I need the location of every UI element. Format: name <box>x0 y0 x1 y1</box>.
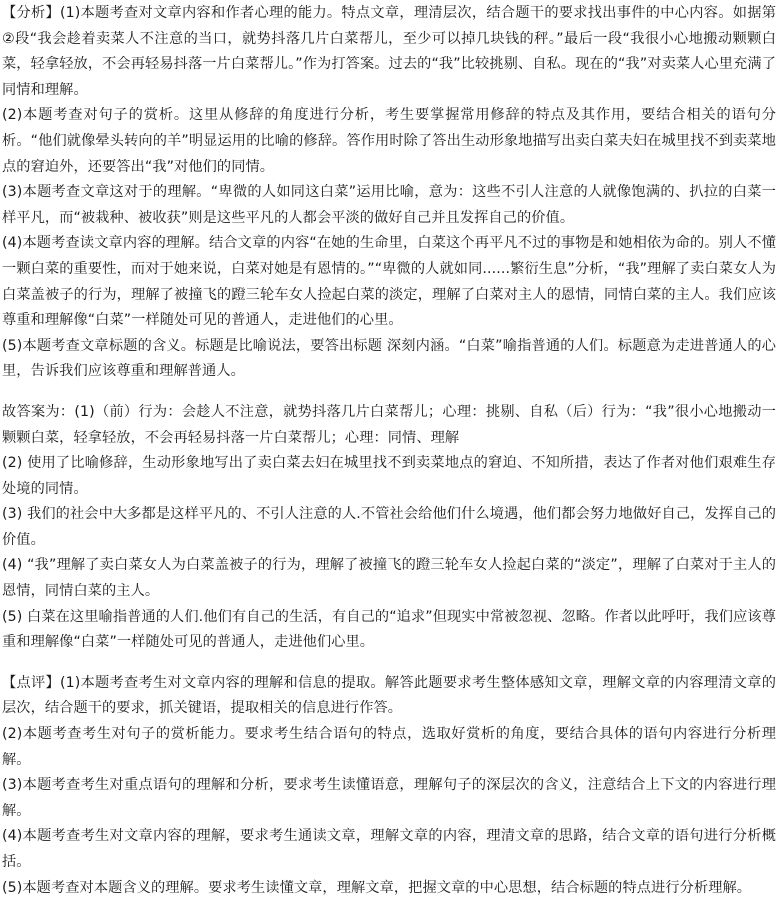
analysis-section <box>2 1 776 385</box>
answer-paragraph-3: (3) 我们的社会中大多都是这样平凡的、不引人注意的人.不管社会给他们什么境遇，他们都会努力地做好自己，发挥自己的价值。 <box>2 506 776 548</box>
comment-paragraph-5: (5)本题考查对本题含义的理解。要求考生读懂文章，理解文章，把握文章的中心思想，结合标题的特点进行分析理解。 <box>2 879 752 896</box>
comment-paragraph-2: (2)本题考查考生对句子的赏析能力。要求考生结合语句的特点，选取好赏析的角度，要结合具体的语句内容进行分析理解。 <box>2 726 776 768</box>
analysis-paragraph-5: (5)本题考查文章标题的含义。标题是比喻说法，要答出标题 深刻内涵。“白菜”喻指普通的人们。标题意为走进普通人的心里，告诉我们应该尊重和理解普通人。 <box>2 337 776 380</box>
section-spacer <box>2 656 776 671</box>
comment-paragraph-3: (3)本题考查考生对重点语句的理解和分析，要求考生读懂语意，理解句子的深层次的含义，注意结合上下文的内容进行理解。 <box>2 777 776 819</box>
answer-section <box>2 400 776 656</box>
comment-section <box>2 671 776 901</box>
analysis-paragraph-1: 【分析】(1)本题考查对文章内容和作者心理的能力。特点文章，理清层次，结合题干的要求找出事件的中心内容。如据第②段“我会趁着卖菜人不注意的当口，就势抖落几片白菜帮儿，至少可以掉几块钱的秤。”最后一段“我很小心地搬动颗颗白菜，轻拿轻放，不会再轻易抖落一片白菜帮儿。”作为打答案。过去的“我”比较挑剔、自私。现在的“我”对卖菜人心里充满了同情和理解。 <box>2 5 776 98</box>
answer-paragraph-4: (4) “我”理解了卖白菜女人为白菜盖被子的行为，理解了被撞飞的蹬三轮车女人捡起白菜的“淡定”，理解了白菜对于主人的恩情，同情白菜的主人。 <box>2 557 776 600</box>
answer-paragraph-5: (5) 白菜在这里喻指普通的人们.他们有自己的生活，有自己的“追求”但现实中常被忽视、忽略。作者以此呼吁，我们应该尊重和理解像“白菜”一样随处可见的普通人，走进他们心里。 <box>2 608 776 651</box>
section-spacer <box>2 385 776 400</box>
analysis-paragraph-4: (4)本题考查读文章内容的理解。结合文章的内容“在她的生命里，白菜这个再平凡不过的事物是和她相依为命的。别人不懂一颗白菜的重要性，而对于她来说，白菜对她是有恩情的。”“卑微的人就如同......繁衍生息”分析，“我”理解了卖白菜女人为白菜盖被子的行为，理解了被撞飞的蹬三轮车女人捡起白菜的淡定，理解了白菜对主人的恩情，同情白菜的主人。我们应该尊重和理解像“白菜”一样随处可见的普通人，走进他们的心里。 <box>2 235 776 329</box>
analysis-paragraph-3: (3)本题考查文章这对于的理解。“卑微的人如同这白菜”运用比喻，意为：这些不引人注意的人就像饱满的、扒拉的白菜一样平凡，而“被栽种、被收获”则是这些平凡的人都会平淡的做好自己并且发挥自己的价值。 <box>2 184 776 226</box>
comment-paragraph-4: (4)本题考查考生对文章内容的理解，要求考生通读文章，理解文章的内容，理清文章的思路，结合文章的语句进行分析概括。 <box>2 828 776 870</box>
solution-document <box>2 1 776 901</box>
answer-paragraph-2: (2) 使用了比喻修辞，生动形象地写出了卖白菜去妇在城里找不到卖菜地点的窘迫、不知所措，表达了作者对他们艰难生存处境的同情。 <box>2 455 776 497</box>
analysis-paragraph-2: (2)本题考查对句子的赏析。这里从修辞的角度进行分析，考生要掌握常用修辞的特点及其作用，要结合相关的语句分析。“他们就像晕头转向的羊”明显运用的比喻的修辞。答作用时除了答出生动形象地描写出卖白菜夫妇在城里找不到卖菜地点的窘迫外，还要答出“我”对他们的同情。 <box>2 107 776 175</box>
answer-paragraph-1: 故答案为：(1)（前）行为：会趁人不注意，就势抖落几片白菜帮儿；心理：挑剔、自私（后）行为：“我”很小心地搬动一颗颗白菜，轻拿轻放，不会再轻易抖落一片白菜帮儿；心理：同情、理解 <box>2 403 776 446</box>
comment-paragraph-1: 【点评】(1)本题考查考生对文章内容的理解和信息的提取。解答此题要求考生整体感知文章，理解文章的内容理清文章的层次，结合题干的要求，抓关键语，提取相关的信息进行作答。 <box>2 674 776 717</box>
